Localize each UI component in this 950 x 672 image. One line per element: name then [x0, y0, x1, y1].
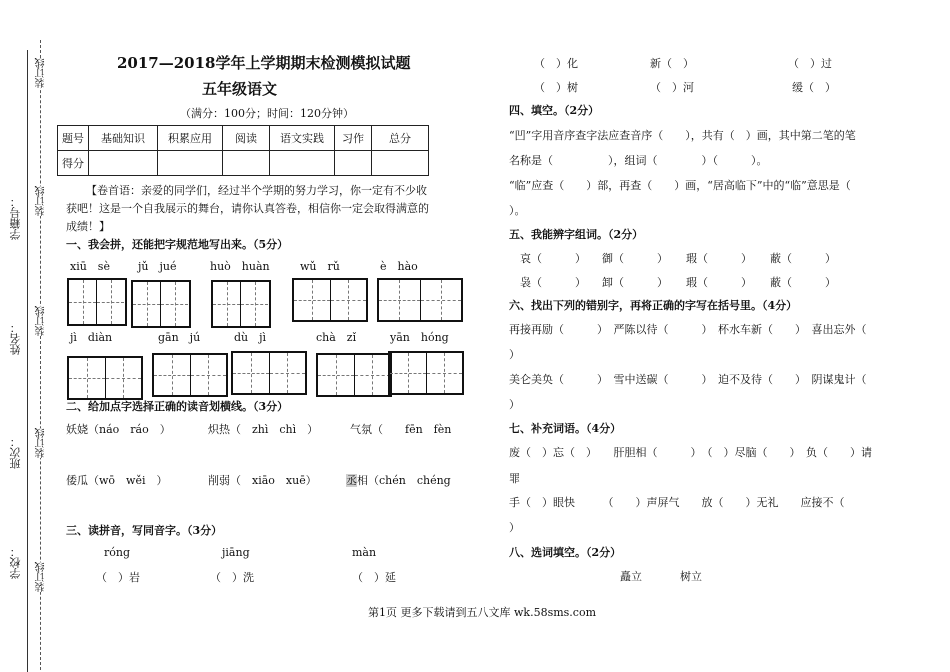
q3-extra: （ ）化	[534, 57, 578, 70]
writing-grid[interactable]	[231, 351, 307, 395]
q5-item: 卸（ ）	[602, 276, 668, 289]
q3-pinyin: jiāng	[222, 546, 250, 559]
q8-word: 矗立	[620, 570, 642, 583]
q8-title: 八、选词填空。（2分）	[509, 546, 622, 559]
q5-item: 瑕（ ）	[686, 252, 752, 265]
class-label: 班次：	[9, 436, 22, 469]
q5-item: 哀（ ）	[520, 252, 586, 265]
q3-title: 三、读拼音，写同音字。（3分）	[66, 524, 223, 537]
exam-subtitle: 五年级语文	[202, 80, 278, 98]
q6-line: ）	[509, 348, 520, 361]
q3-extra: 新（ ）	[650, 57, 694, 70]
binding-label: 装订线	[36, 186, 47, 216]
q6-line: 再接再励（ ） 严陈以待（ ） 杯水车新（ ） 喜出忘外（	[509, 323, 867, 336]
q7-line: 废（ ）忘（ ） 肝胆相（ ） （ ）尽脑（ ） 负（ ）请	[509, 446, 872, 459]
q2-item: 气氛（ fēn fèn	[350, 423, 452, 436]
score-input-cell[interactable]	[158, 151, 223, 176]
q4-line: “临”应查（ ）部，再查（ ）画，“居高临下”中的“临”意思是（	[509, 179, 851, 192]
q3-extra: 缓（ ）	[792, 81, 836, 94]
writing-grid[interactable]	[67, 356, 143, 400]
score-table	[57, 125, 429, 176]
writing-grid[interactable]	[211, 280, 271, 328]
q3-item: （ ）岩	[96, 571, 140, 584]
q7-line: 罪	[509, 472, 520, 485]
q1-pinyin: huò huàn	[210, 260, 270, 273]
q2-title: 二、给加点字选择正确的读音划横线。（3分）	[66, 400, 289, 413]
binding-label: 装订线	[36, 562, 47, 592]
page-footer: 第1页 更多下载请到五八文库 wk.58sms.com	[368, 606, 596, 619]
q5-item: 蔽（ ）	[770, 276, 836, 289]
name-label: 姓名：	[9, 322, 22, 355]
q6-line: 美仑美奂（ ） 雪中送碳（ ） 迫不及待（ ） 阴谋鬼计（	[509, 373, 867, 386]
intro-line: 成绩！】	[66, 220, 110, 233]
q1-pinyin: chà zǐ	[316, 331, 357, 344]
q1-title: 一、我会拼，还能把字规范地写出来。（5分）	[66, 238, 289, 251]
q2-item: 妖娆（náo ráo ）	[66, 423, 171, 436]
score-header-cell: 语文实践	[270, 126, 335, 151]
score-input-cell[interactable]	[372, 151, 429, 176]
q6-line: ）	[509, 398, 520, 411]
q3-item: （ ）洗	[210, 571, 254, 584]
binding-label: 装订线	[36, 306, 47, 336]
writing-grid[interactable]	[316, 353, 392, 397]
score-table-row	[58, 126, 429, 151]
q3-extra: （ ）过	[788, 57, 832, 70]
q7-title: 七、补充词语。（4分）	[509, 422, 622, 435]
q7-line: 手（ ）眼快 （ ）声屏气 放（ ）无礼 应接不（	[509, 496, 845, 509]
writing-grid[interactable]	[67, 278, 127, 326]
q2-item: 倭瓜（wō wěi ）	[66, 474, 168, 487]
q5-title: 五、我能辨字组词。（2分）	[509, 228, 644, 241]
q1-pinyin: gān jú	[158, 331, 201, 344]
writing-grid[interactable]	[292, 278, 368, 322]
q1-pinyin: è hào	[380, 260, 418, 273]
q1-pinyin: dù jì	[234, 331, 267, 344]
q3-pinyin: róng	[104, 546, 131, 559]
q3-extra: （ ）树	[534, 81, 578, 94]
q1-pinyin: wǔ rǔ	[300, 260, 340, 273]
q4-title: 四、填空。（2分）	[509, 104, 600, 117]
q2-item: 削弱（ xiāo xuē）	[208, 474, 317, 487]
q8-word: 树立	[680, 570, 702, 583]
score-header-cell: 总分	[372, 126, 429, 151]
q7-line: ）	[509, 521, 520, 534]
q5-item: 蔽（ ）	[770, 252, 836, 265]
q6-title: 六、找出下列的错别字，再将正确的字写在括号里。（4分）	[509, 299, 798, 312]
score-header-cell: 阅读	[223, 126, 270, 151]
exam-meta: （满分：100分；时间：120分钟）	[180, 107, 354, 120]
binding-label: 装订线	[36, 428, 47, 458]
score-header-cell: 基础知识	[89, 126, 158, 151]
score-input-cell[interactable]	[223, 151, 270, 176]
score-input-cell[interactable]	[335, 151, 372, 176]
q4-line: “凹”字用音序查字法应查音序（ ），共有（ ）画，其中第二笔的笔	[509, 129, 856, 142]
intro-line: 获吧！这是一个自我展示的舞台，请你认真答卷，相信你一定会取得满意的	[66, 202, 429, 215]
school-label: 学校：	[9, 546, 22, 579]
binding-label: 装订线	[36, 58, 47, 88]
q5-item: 御（ ）	[602, 252, 668, 265]
highlighted-char: 丞	[346, 474, 357, 487]
writing-grid[interactable]	[131, 280, 191, 328]
q2-item: 丞相（chén chéng	[346, 474, 451, 487]
student-id-label: 学籍号：	[9, 196, 22, 240]
score-header-cell: 积累应用	[158, 126, 223, 151]
q5-item: 袅（ ）	[520, 276, 586, 289]
q3-item: （ ）延	[352, 571, 396, 584]
q1-pinyin: jì diàn	[70, 331, 113, 344]
q5-item: 瑕（ ）	[686, 276, 752, 289]
q1-pinyin: yān hóng	[390, 331, 449, 344]
binding-solid-line	[27, 50, 28, 672]
writing-grid[interactable]	[388, 351, 464, 395]
score-row-label: 得分	[58, 151, 89, 176]
exam-title: 2017—2018学年上学期期末检测模拟试题	[117, 54, 411, 72]
q4-line: ）。	[509, 204, 526, 217]
q2-item: 炽热（ zhì chì ）	[208, 423, 319, 436]
writing-grid[interactable]	[152, 353, 228, 397]
intro-line: 【卷首语：亲爱的同学们，经过半个学期的努力学习，你一定有不少收	[86, 184, 427, 197]
score-table-row	[58, 151, 429, 176]
q3-pinyin: màn	[352, 546, 377, 559]
score-header-cell: 题号	[58, 126, 89, 151]
q4-line: 名称是（ ），组词（ ）（ ）。	[509, 154, 768, 167]
score-header-cell: 习作	[335, 126, 372, 151]
q1-pinyin: xiū sè	[70, 260, 110, 273]
q1-pinyin: jǔ jué	[138, 260, 177, 273]
writing-grid[interactable]	[377, 278, 463, 322]
q3-extra: （ ）河	[650, 81, 694, 94]
score-input-cell[interactable]	[270, 151, 335, 176]
score-input-cell[interactable]	[89, 151, 158, 176]
